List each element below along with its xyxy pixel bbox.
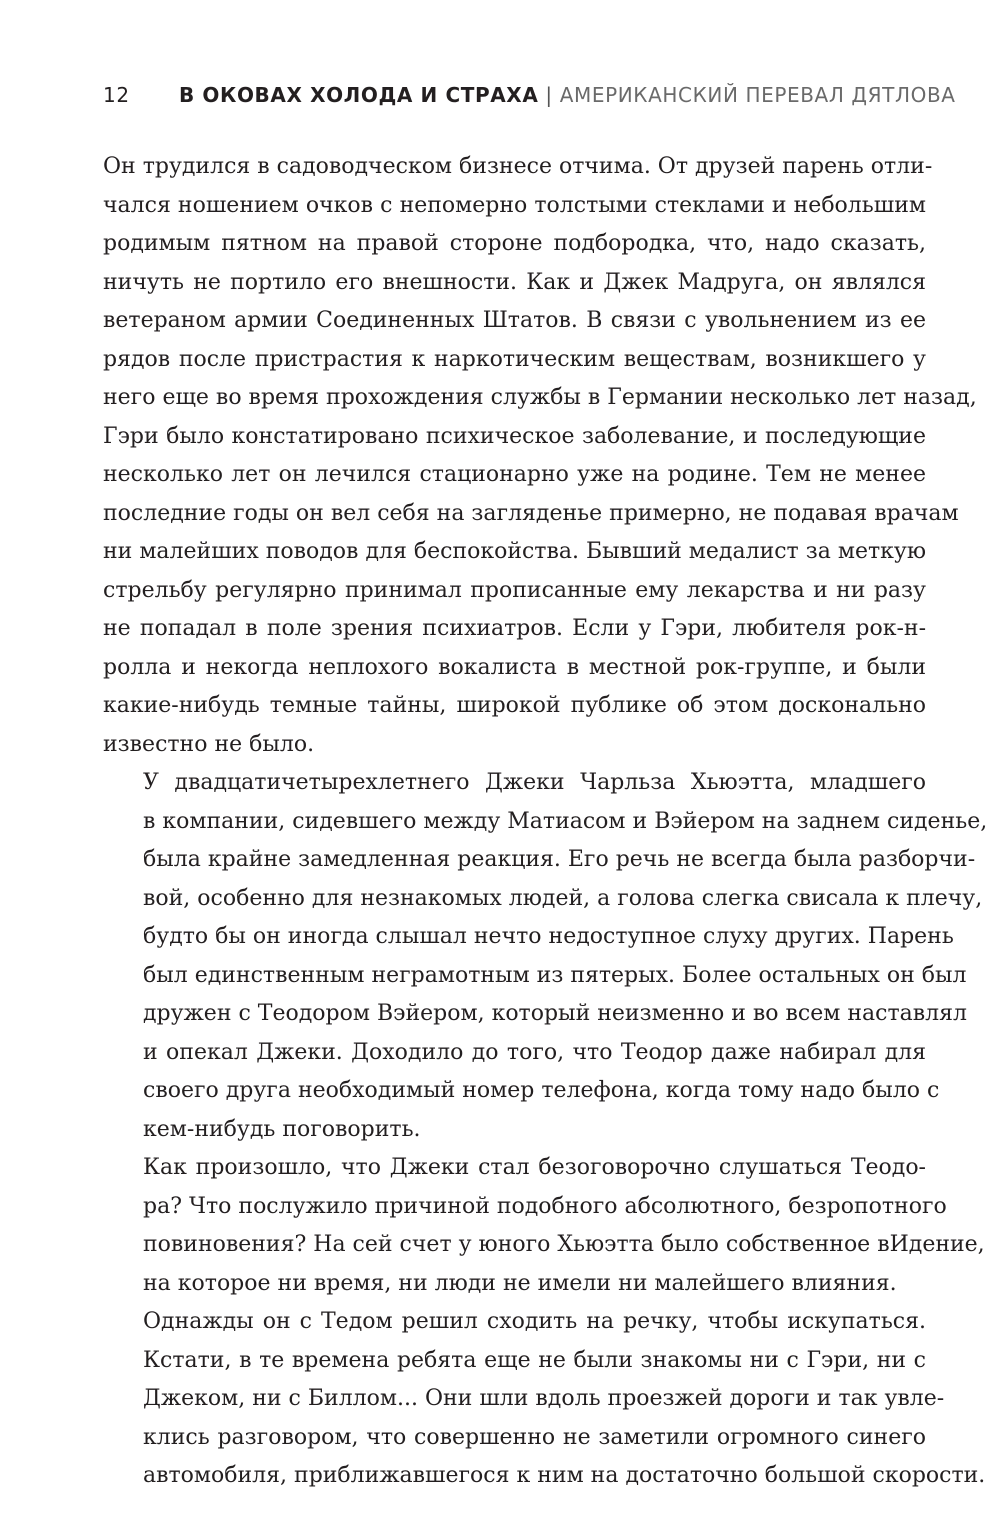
text-line: вой, особенно для незнакомых людей, а голова слегка свисала к плечу, [143,885,983,911]
text-line: известно не было. [103,731,315,757]
text-line: повиновения? На сей счет у юного Хьюэтта было собственное вИдение, [143,1232,985,1257]
text-line: клись разговором, что совершенно не заметили огромного синего [143,1424,926,1450]
text-line: Он трудился в садоводческом бизнесе отчима. От друзей парень отли- [103,154,933,179]
text-line: не попадал в поле зрения психиатров. Если у Гэри, любителя рок-н- [103,616,926,641]
text-line: несколько лет он лечился стационарно уже на родине. Тем не менее [103,462,926,487]
text-line: была крайне замедленная реакция. Его речь не всегда была разборчи- [143,847,976,872]
book-subtitle: АМЕРИКАНСКИЙ ПЕРЕВАЛ ДЯТЛОВА [559,83,956,107]
paragraph [103,1149,985,1303]
text-line: своего друга необходимый номер телефона, когда тому надо было с [143,1078,940,1103]
running-header [103,80,956,110]
text-line: Однажды он с Тедом решил сходить на речку, чтобы искупаться. [143,1309,926,1334]
text-line: Гэри было констатировано психическое заболевание, и последующие [103,423,926,449]
text-line: дружен с Теодором Вэйером, который неизменно и во всем наставлял [143,1001,967,1026]
text-line: Как произошло, что Джеки стал безоговорочно слушаться Теодо- [143,1155,926,1180]
paragraph [103,1303,986,1496]
header-separator: | [545,83,553,107]
text-line: будто бы он иногда слышал нечто недоступное слуху других. Парень [143,924,954,949]
text-line: в компании, сидевшего между Матиасом и Вэйером на заднем сиденье, [143,808,988,834]
text-line: кем-нибудь поговорить. [143,1116,421,1142]
text-line: Кстати, в те времена ребята еще не были знакомы ни с Гэри, ни с [143,1347,926,1373]
text-line: был единственным неграмотным из пятерых. Более остальных он был [143,962,967,988]
text-line: ветераном армии Соединенных Штатов. В связи с увольнением из ее [103,308,926,333]
body-text [103,148,988,1496]
page-number: 12 [103,83,130,107]
book-title: В ОКОВАХ ХОЛОДА И СТРАХА [179,83,539,107]
text-line: ролла и некогда неплохого вокалиста в местной рок-группе, и были [103,654,926,680]
paragraph [103,148,977,764]
text-line: автомобиля, приближавшегося к ним на достаточно большой скорости. [143,1463,986,1488]
text-line: какие-нибудь темные тайны, широкой публике об этом досконально [103,693,926,718]
text-line: ничуть не портило его внешности. Как и Джек Мадруга, он являлся [103,269,926,295]
text-line: ра? Что послужило причиной подобного абсолютного, безропотного [143,1193,947,1219]
paragraph [103,764,988,1149]
text-line: ни малейших поводов для беспокойства. Бывший медалист за меткую [103,539,926,564]
text-line: на которое ни время, ни люди не имели ни малейшего влияния. [143,1270,897,1296]
text-line: родимым пятном на правой стороне подбородка, что, надо сказать, [103,231,926,256]
text-line: Джеком, ни с Биллом... Они шли вдоль проезжей дороги и так увле- [143,1386,945,1411]
text-line: чался ношением очков с непомерно толстыми стеклами и небольшим [103,192,926,218]
text-line: стрельбу регулярно принимал прописанные ему лекарства и ни разу [103,577,926,603]
text-line: и опекал Джеки. Доходило до того, что Теодор даже набирал для [143,1039,926,1065]
text-line: последние годы он вел себя на загляденье примерно, не подавая врачам [103,500,959,526]
text-line: рядов после пристрастия к наркотическим веществам, возникшего у [103,346,926,372]
text-line: него еще во время прохождения службы в Германии несколько лет назад, [103,385,977,410]
text-line: У двадцатичетырехлетнего Джеки Чарльза Хьюэтта, младшего [143,770,926,795]
